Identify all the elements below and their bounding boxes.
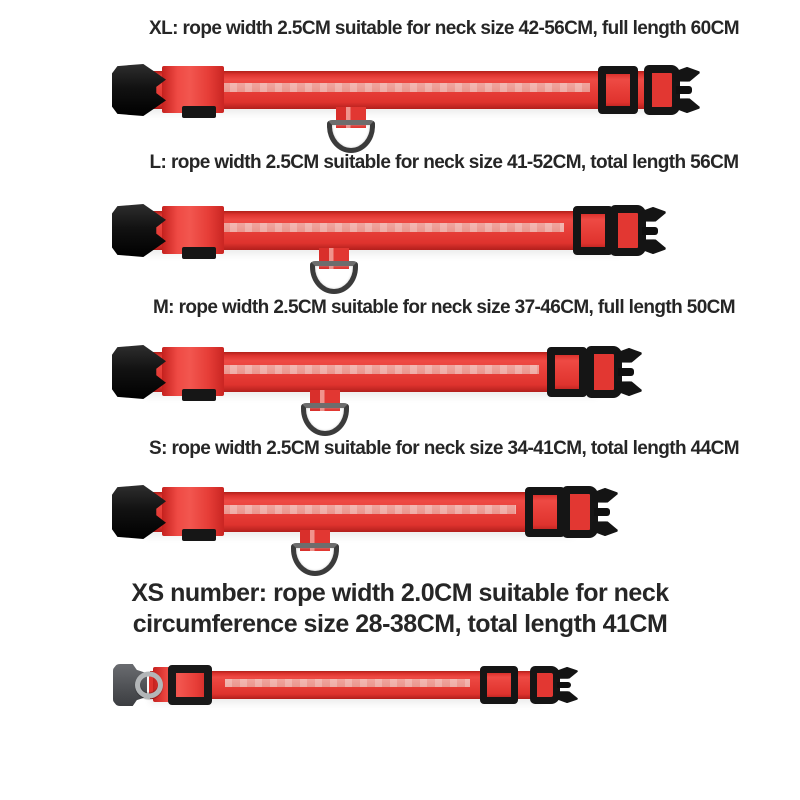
buckle-center-prong bbox=[594, 508, 610, 516]
buckle-prong bbox=[555, 689, 579, 705]
size-label-s: S: rope width 2.5CM suitable for neck size 34-41CM, total length 44CM bbox=[149, 438, 739, 459]
reflective-stripe bbox=[215, 505, 516, 514]
size-label-xs: XS number: rope width 2.0CM suitable for neck circumference size 28-38CM, total length 41CM bbox=[131, 579, 669, 638]
collar-photo-s bbox=[112, 492, 606, 532]
collar-photo-xl bbox=[112, 71, 696, 109]
collar-photo-xs bbox=[113, 671, 578, 699]
strap-keeper bbox=[182, 247, 216, 259]
buckle-center-prong bbox=[642, 227, 658, 235]
size-label-m: M: rope width 2.5CM suitable for neck size 37-46CM, full length 50CM bbox=[152, 297, 736, 318]
reflective-stripe bbox=[215, 223, 564, 232]
slider-adjuster bbox=[480, 666, 518, 704]
strap-keeper bbox=[182, 529, 216, 541]
d-ring bbox=[291, 543, 339, 576]
collar-photo-m bbox=[112, 352, 633, 392]
d-ring bbox=[301, 403, 349, 436]
slider-adjuster bbox=[573, 206, 613, 255]
buckle-prong bbox=[555, 665, 579, 681]
buckle-center-prong bbox=[557, 682, 571, 688]
metal-ring bbox=[135, 672, 163, 699]
buckle-center-prong bbox=[618, 368, 634, 376]
buckle-center-prong bbox=[676, 86, 692, 94]
reflective-stripe bbox=[225, 679, 470, 687]
slider-adjuster bbox=[525, 487, 565, 537]
strap-keeper bbox=[182, 389, 216, 401]
collar-photo-l bbox=[112, 211, 660, 250]
slider-adjuster bbox=[598, 66, 638, 114]
d-ring bbox=[327, 120, 375, 153]
size-label-l: L: rope width 2.5CM suitable for neck size 41-52CM, total length 56CM bbox=[149, 152, 739, 173]
right-buckle bbox=[530, 666, 560, 704]
strap-keeper bbox=[182, 106, 216, 118]
reflective-stripe bbox=[215, 83, 590, 92]
slider-adjuster bbox=[168, 665, 212, 705]
slider-adjuster bbox=[547, 347, 587, 397]
size-label-xl: XL: rope width 2.5CM suitable for neck size 42-56CM, full length 60CM bbox=[149, 18, 739, 39]
d-ring bbox=[310, 261, 358, 294]
reflective-stripe bbox=[215, 365, 539, 374]
